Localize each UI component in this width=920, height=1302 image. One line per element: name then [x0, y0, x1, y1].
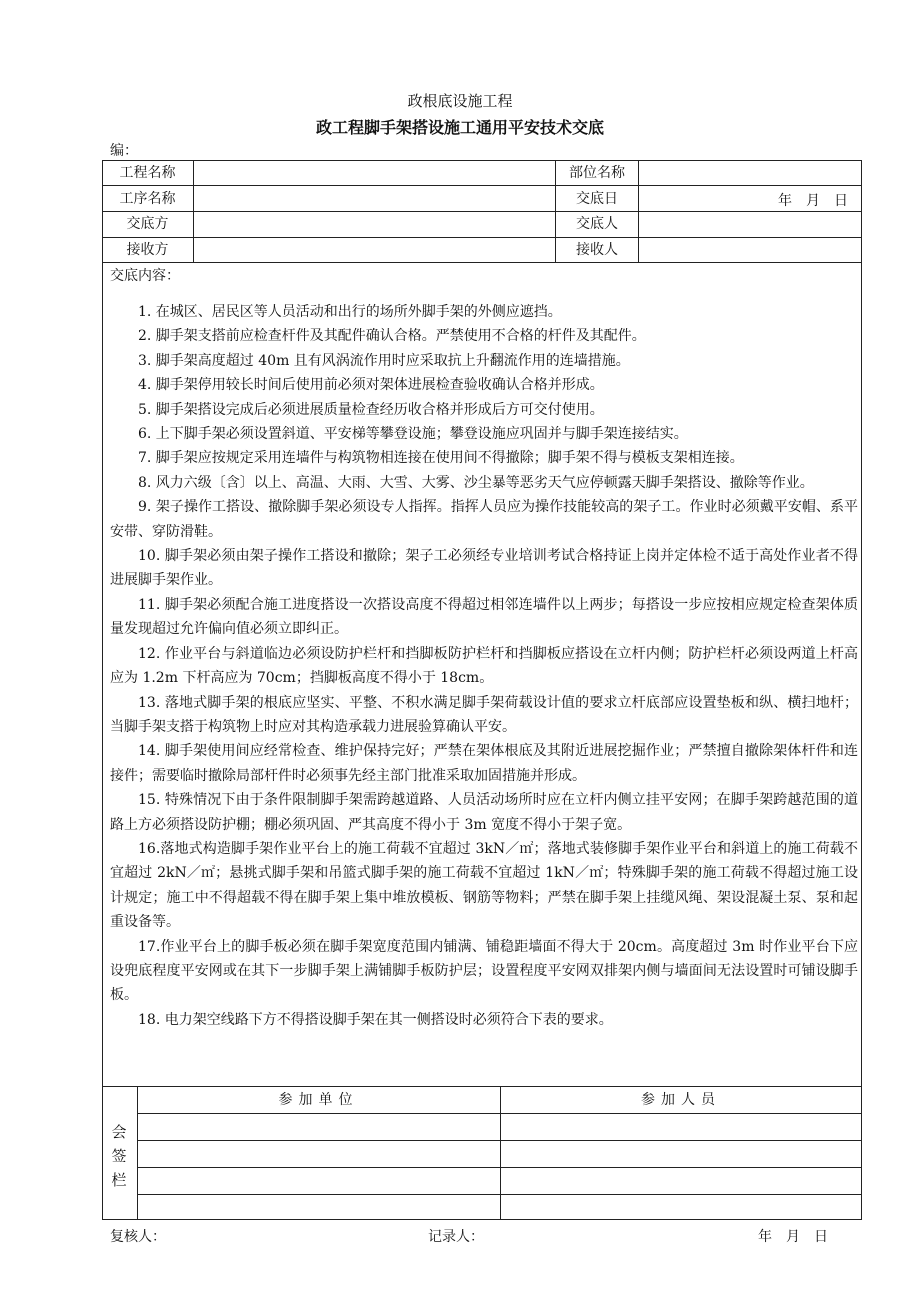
- label-handover-party: 交底方: [126, 216, 169, 232]
- label-process-name: 工序名称: [119, 191, 176, 207]
- list-item: 18. 电力架空线路下方不得搭设脚手架在其一侧搭设时必须符合下表的要求。: [138, 1011, 613, 1028]
- list-item: 11. 脚手架必须配合施工进度搭设一次搭设高度不得超过相邻连墙件以上两步；每搭设一步应按相应规定检查架体质量发现超过允许偏向值必须立即纠正。: [110, 596, 858, 638]
- label-receiving-person: 接收人: [576, 242, 618, 258]
- list-item: 16.落地式构造脚手架作业平台上的施工荷载不宜超过 3kN／㎡；落地式装修脚手架作业平台和斜道上的施工荷载不宜超过 2kN／㎡；悬挑式脚手架和吊篮式脚手架的施工荷载不宜超过 1kN／㎡；特殊脚手架的施工荷载不得超过施工设计规定；施工中不得超载不得在脚手架上集中堆放模板、钢筋等物料；严禁在脚手架上挂缆风绳、架设混凝土泵、泵和起重设备等。: [110, 840, 858, 931]
- list-item: 14. 脚手架使用间应经常检查、维护保持完好；严禁在架体根底及其附近进展挖掘作业；严禁擅自撤除架体杆件和连接件；需要临时撤除局部杆件时必须事先经主部门批准采取加固措施并形成。: [110, 743, 858, 784]
- editor-label: 编：: [110, 143, 138, 159]
- signoff-label: 会 签 栏: [111, 1123, 127, 1189]
- list-item: 8. 风力六级〔含〕以上、高温、大雨、大雪、大雾、沙尘暴等恶劣天气应停顿露天脚手架搭设、撤除等作业。: [138, 474, 814, 491]
- recorder-label: 记录人：: [428, 1229, 484, 1245]
- list-item: 12. 作业平台与斜道临边必须设防护栏杆和挡脚板防护栏杆和挡脚板应搭设在立杆内侧；防护栏杆必须设两道上杆高应为 1.2m 下杆高应为 70cm；挡脚板高度不得小于 18cm。: [110, 645, 858, 687]
- label-project-name: 工程名称: [119, 165, 176, 181]
- list-item: 10. 脚手架必须由架子操作工搭设和撤除；架子工必须经专业培训考试合格持证上岗并定体检不适于高处作业者不得进展脚手架作业。: [110, 548, 858, 589]
- list-item: 1. 在城区、居民区等人员活动和出行的场所外脚手架的外侧应遮挡。: [138, 304, 562, 320]
- label-receiving-party: 接收方: [126, 242, 169, 258]
- document-subtitle: 政根底设施工程: [407, 92, 513, 110]
- label-handover-person: 交底人: [576, 216, 618, 232]
- list-item: 13. 落地式脚手架的根底应坚实、平整、不积水满足脚手架荷载设计值的要求立杆底部应设置垫板和纵、横扫地杆；当脚手架支搭于构筑物上时应对其构造承载力进展验算确认平安。: [110, 694, 858, 735]
- label-part-name: 部位名称: [569, 165, 625, 181]
- document-title: 政工程脚手架搭设施工通用平安技术交底: [315, 118, 604, 137]
- list-item: 7. 脚手架应按规定采用连墙件与构筑物相连接在使用间不得撤除；脚手架不得与模板支架相连接。: [138, 450, 744, 467]
- table-rule: [102, 211, 862, 212]
- list-item: 4. 脚手架停用较长时间后使用前必须对架体进展检查验收确认合格并形成。: [138, 377, 604, 394]
- table-rule: [102, 1086, 862, 1087]
- content-label: 交底内容：: [110, 268, 180, 284]
- reviewer-label: 复核人：: [110, 1229, 166, 1245]
- footer-date: 年 月 日: [758, 1229, 828, 1245]
- table-rule: [193, 160, 194, 262]
- table-rule: [137, 1167, 862, 1168]
- list-item: 17.作业平台上的脚手板必须在脚手架宽度范围内铺满、铺稳距墙面不得大于 20cm。高度超过 3m 时作业平台下应设兜底程度平安网或在其下一步脚手架上满铺脚手板防护层；设置程度平安网双排架内侧与墙面间无法设置时可铺设脚手板。: [110, 938, 858, 1004]
- list-item: 6. 上下脚手架必须设置斜道、平安梯等攀登设施；攀登设施应巩固并与脚手架连接结实。: [138, 426, 688, 443]
- table-rule: [102, 185, 862, 186]
- list-item: 2. 脚手架支搭前应检查杆件及其配件确认合格。严禁使用不合格的杆件及其配件。: [138, 328, 646, 345]
- list-item: 9. 架子操作工搭设、撤除脚手架必须设专人指挥。指挥人员应为操作技能较高的架子工。作业时必须戴平安帽、系平安带、穿防滑鞋。: [110, 499, 858, 540]
- table-rule: [102, 237, 862, 238]
- table-rule: [638, 160, 639, 262]
- label-handover-date: 交底日: [576, 191, 618, 207]
- column-header-person: 参加人员: [641, 1092, 721, 1108]
- content-items: [110, 300, 858, 1032]
- handover-date-value[interactable]: 年 月 日: [778, 193, 848, 209]
- list-item: 15. 特殊情况下由于条件限制脚手架需跨越道路、人员活动场所时应在立杆内侧立挂平安网；在脚手架跨越范围的道路上方必须搭设防护棚；棚必须巩固、严其高度不得小于 3m 宽度不得小于架子宽。: [110, 792, 858, 833]
- list-item: 5. 脚手架搭设完成后必须进展质量检查经历收合格并形成后方可交付使用。: [138, 401, 604, 418]
- table-rule: [137, 1194, 862, 1195]
- table-rule: [137, 1113, 862, 1114]
- table-rule: [102, 262, 862, 263]
- column-header-unit: 参加单位: [278, 1092, 359, 1108]
- table-rule: [137, 1140, 862, 1141]
- list-item: 3. 脚手架高度超过 40m 且有风涡流作用时应采取抗上升翻流作用的连墙措施。: [138, 352, 630, 369]
